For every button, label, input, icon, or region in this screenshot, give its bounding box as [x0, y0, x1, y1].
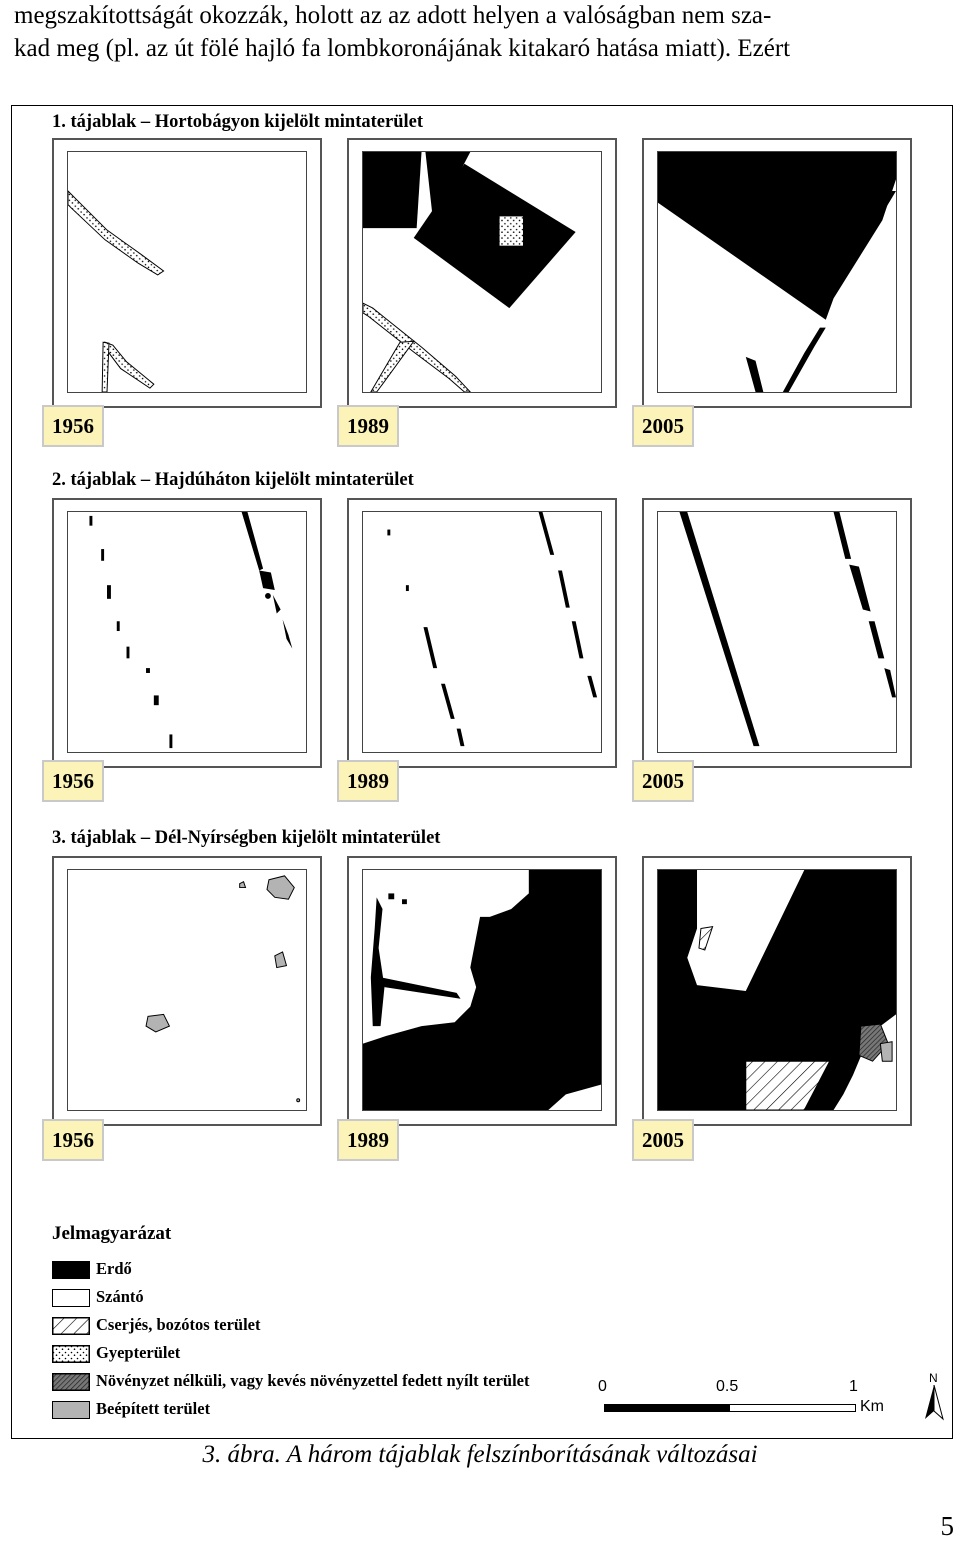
legend-swatch-white [52, 1289, 90, 1307]
legend-title: Jelmagyarázat [52, 1223, 172, 1244]
body-text-line-1: megszakítottságát okozzák, holott az az adott helyen a valóságban nem sza- [14, 2, 772, 29]
map-panel-row2-1956 [52, 498, 322, 768]
figure-caption: 3. ábra. A három tájablak felszínborításának változásai [202, 1441, 758, 1468]
year-label-row2-1956: 1956 [42, 760, 104, 802]
map-panel-row1-1989 [347, 138, 617, 408]
north-arrow-icon [921, 1371, 947, 1421]
map-panel-row1-2005 [642, 138, 912, 408]
north-arrow-shape [921, 1385, 947, 1421]
legend-label: Beépített terület [96, 1399, 211, 1418]
year-label-row2-1989: 1989 [337, 760, 399, 802]
figure-frame [11, 105, 953, 1439]
legend-label: Gyepterület [96, 1343, 181, 1362]
scale-tick-0: 0 [598, 1378, 607, 1395]
year-label-row1-1989: 1989 [337, 405, 399, 447]
legend-swatch-solid [52, 1261, 90, 1279]
legend-label: Szántó [96, 1287, 144, 1306]
map-panel-row3-1956 [52, 856, 322, 1126]
legend-label: Növényzet nélküli, vagy kevés növényzettel fedett nyílt terület [96, 1371, 530, 1390]
map-panel-row3-2005 [642, 856, 912, 1126]
map-panel-row2-1989 [347, 498, 617, 768]
row-1-title: 1. tájablak – Hortobágyon kijelölt mintaterület [52, 112, 424, 132]
scale-bar [598, 1374, 898, 1424]
year-label-row2-2005: 2005 [632, 760, 694, 802]
north-label: N [929, 1371, 938, 1385]
year-label-row3-2005: 2005 [632, 1119, 694, 1161]
scale-segment-black [604, 1404, 731, 1412]
map-panel-row2-2005 [642, 498, 912, 768]
scale-tick-1: 1 [849, 1378, 858, 1395]
scale-tick-half: 0.5 [716, 1378, 739, 1395]
map-panel-row1-1956 [52, 138, 322, 408]
legend-label: Erdő [96, 1259, 132, 1278]
legend-swatch-hatch [52, 1317, 90, 1335]
year-label-row1-2005: 2005 [632, 405, 694, 447]
year-label-row3-1956: 1956 [42, 1119, 104, 1161]
year-label-row1-1956: 1956 [42, 405, 104, 447]
scale-segment-white [729, 1404, 856, 1412]
page-number: 5 [940, 1511, 954, 1541]
legend-label: Cserjés, bozótos terület [96, 1315, 261, 1334]
row-2-title: 2. tájablak – Hajdúháton kijelölt mintaterület [52, 470, 414, 490]
map-panel-row3-1989 [347, 856, 617, 1126]
legend-swatch-gray [52, 1401, 90, 1419]
body-text-line-2: kad meg (pl. az út fölé hajló fa lombkoronájának kitakaró hatása miatt). Ezért [14, 35, 791, 62]
row-3-title: 3. tájablak – Dél-Nyírségben kijelölt mintaterület [52, 828, 441, 848]
year-label-row3-1989: 1989 [337, 1119, 399, 1161]
scale-unit: Km [860, 1398, 884, 1415]
legend-swatch-dense-hatch [52, 1373, 90, 1391]
legend-swatch-dots [52, 1345, 90, 1363]
